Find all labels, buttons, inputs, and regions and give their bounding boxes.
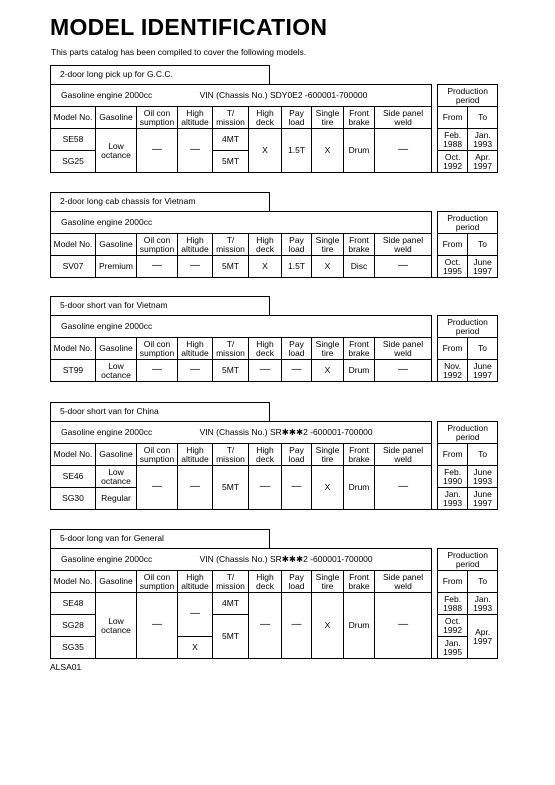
production-from: Jan. 1993 [438, 488, 468, 510]
model-no: SG30 [51, 488, 96, 510]
to-header: To [468, 444, 498, 466]
production-from: Oct. 1992 [438, 151, 468, 173]
high-deck-value: — [249, 593, 282, 659]
gasoline-header: Gasoline [96, 234, 137, 256]
payload-value: 1.5T [282, 129, 312, 173]
high-altitude-header: High altitude [178, 107, 213, 129]
from-header: From [438, 234, 468, 256]
to-header: To [468, 571, 498, 593]
high-altitude-value: — [178, 466, 213, 510]
high-deck-header: High deck [249, 338, 282, 360]
high-altitude-header: High altitude [178, 338, 213, 360]
production-period-header: Production period [438, 316, 498, 338]
model-table [50, 315, 498, 382]
section-title: 5-door long van for General [50, 529, 270, 548]
oil-consumption-value: — [137, 466, 178, 510]
production-to: June 1997 [468, 256, 498, 278]
section-title: 2-door long cab chassis for Vietnam [50, 192, 270, 211]
transmission-header: T/ mission [213, 444, 249, 466]
front-brake-value: Drum [344, 466, 375, 510]
single-tire-value: X [312, 360, 344, 382]
front-brake-value: Disc [344, 256, 375, 278]
high-altitude-header: High altitude [178, 571, 213, 593]
oil-consumption-value: — [137, 129, 178, 173]
high-altitude-value: — [178, 129, 213, 173]
single-tire-value: X [312, 129, 344, 173]
intro-text: This parts catalog has been compiled to cover the following models. [51, 47, 307, 57]
production-period-header: Production period [438, 85, 498, 107]
production-to: June 1997 [468, 488, 498, 510]
transmission-header: T/ mission [213, 234, 249, 256]
transmission-value: 4MT [213, 593, 249, 615]
production-to: June 1997 [468, 360, 498, 382]
side-panel-weld-header: Side panel weld [375, 234, 432, 256]
high-altitude-value: X [178, 637, 213, 659]
engine-label: Gasoline engine 2000cc [61, 427, 153, 438]
model-no: SV07 [51, 256, 96, 278]
section-general-long-van [50, 529, 497, 659]
model-no-header: Model No. [51, 571, 96, 593]
to-header: To [468, 338, 498, 360]
production-from: Feb. 1990 [438, 466, 468, 488]
single-tire-header: Single tire [312, 444, 344, 466]
gasoline-value: Low octance [96, 593, 137, 659]
section-vietnam-cab-chassis [50, 192, 497, 278]
front-brake-header: Front brake [344, 107, 375, 129]
engine-label: Gasoline engine 2000cc [61, 90, 153, 101]
model-no: SE46 [51, 466, 96, 488]
high-altitude-header: High altitude [178, 444, 213, 466]
payload-value: — [282, 360, 312, 382]
production-from: Nov. 1992 [438, 360, 468, 382]
side-panel-weld-value: — [375, 360, 432, 382]
high-altitude-value: — [178, 360, 213, 382]
production-from: Oct. 1992 [438, 615, 468, 637]
to-header: To [468, 107, 498, 129]
payload-header: Pay load [282, 338, 312, 360]
page-title: MODEL IDENTIFICATION [50, 14, 328, 40]
production-period-header: Production period [438, 212, 498, 234]
high-altitude-header: High altitude [178, 234, 213, 256]
front-brake-header: Front brake [344, 571, 375, 593]
from-header: From [438, 338, 468, 360]
high-deck-header: High deck [249, 107, 282, 129]
single-tire-header: Single tire [312, 338, 344, 360]
section-gcc-pickup [50, 65, 497, 173]
payload-header: Pay load [282, 444, 312, 466]
production-from: Jan. 1995 [438, 637, 468, 659]
single-tire-value: X [312, 256, 344, 278]
front-brake-header: Front brake [344, 234, 375, 256]
vin-label: VIN (Chassis No.) SR✱✱✱2 -600001-700000 [199, 427, 373, 438]
to-header: To [468, 234, 498, 256]
oil-consumption-header: Oil con sumption [137, 571, 178, 593]
gasoline-value: Premium [96, 256, 137, 278]
transmission-value: 5MT [213, 615, 249, 659]
gasoline-value: Low octance [96, 129, 137, 173]
footer-code: ALSA01 [50, 662, 82, 672]
oil-consumption-header: Oil con sumption [137, 107, 178, 129]
gasoline-value: Regular [96, 488, 137, 510]
high-altitude-value: — [178, 593, 213, 637]
payload-value: — [282, 593, 312, 659]
transmission-value: 4MT [213, 129, 249, 151]
high-deck-value: — [249, 466, 282, 510]
side-panel-weld-header: Side panel weld [375, 338, 432, 360]
model-table [50, 421, 498, 510]
side-panel-weld-value: — [375, 466, 432, 510]
production-from: Feb. 1988 [438, 129, 468, 151]
gasoline-header: Gasoline [96, 338, 137, 360]
production-to: Jan. 1993 [468, 593, 498, 615]
single-tire-header: Single tire [312, 234, 344, 256]
model-no: ST99 [51, 360, 96, 382]
side-panel-weld-header: Side panel weld [375, 444, 432, 466]
high-deck-value: — [249, 360, 282, 382]
model-no: SG28 [51, 615, 96, 637]
single-tire-header: Single tire [312, 107, 344, 129]
single-tire-header: Single tire [312, 571, 344, 593]
engine-vin-row [51, 549, 432, 571]
section-title: 2-door long pick up for G.C.C. [50, 65, 270, 84]
side-panel-weld-value: — [375, 593, 432, 659]
production-to: Apr. 1997 [468, 151, 498, 173]
model-no-header: Model No. [51, 107, 96, 129]
engine-label: Gasoline engine 2000cc [61, 217, 153, 228]
production-to: June 1993 [468, 466, 498, 488]
payload-header: Pay load [282, 571, 312, 593]
production-from: Oct. 1995 [438, 256, 468, 278]
from-header: From [438, 107, 468, 129]
engine-label: Gasoline engine 2000cc [61, 554, 153, 565]
side-panel-weld-header: Side panel weld [375, 571, 432, 593]
payload-header: Pay load [282, 107, 312, 129]
front-brake-value: Drum [344, 593, 375, 659]
model-no: SE58 [51, 129, 96, 151]
production-period-header: Production period [438, 549, 498, 571]
model-no-header: Model No. [51, 234, 96, 256]
high-deck-header: High deck [249, 444, 282, 466]
gasoline-header: Gasoline [96, 444, 137, 466]
transmission-value: 5MT [213, 256, 249, 278]
front-brake-value: Drum [344, 129, 375, 173]
transmission-header: T/ mission [213, 571, 249, 593]
section-vietnam-short-van [50, 296, 497, 382]
engine-vin-row [51, 85, 432, 107]
model-no-header: Model No. [51, 338, 96, 360]
single-tire-value: X [312, 593, 344, 659]
production-to: Apr. 1997 [468, 615, 498, 659]
engine-label: Gasoline engine 2000cc [61, 321, 153, 332]
front-brake-value: Drum [344, 360, 375, 382]
high-deck-value: X [249, 129, 282, 173]
production-period-header: Production period [438, 422, 498, 444]
engine-vin-row [51, 422, 432, 444]
transmission-header: T/ mission [213, 338, 249, 360]
from-header: From [438, 444, 468, 466]
transmission-value: 5MT [213, 466, 249, 510]
section-title: 5-door short van for China [50, 402, 270, 421]
engine-row [51, 212, 432, 234]
production-to: Jan. 1993 [468, 129, 498, 151]
production-from: Feb. 1988 [438, 593, 468, 615]
section-title: 5-door short van for Vietnam [50, 296, 270, 315]
gasoline-header: Gasoline [96, 571, 137, 593]
model-table [50, 84, 498, 173]
oil-consumption-value: — [137, 256, 178, 278]
high-deck-header: High deck [249, 571, 282, 593]
single-tire-value: X [312, 466, 344, 510]
side-panel-weld-value: — [375, 129, 432, 173]
transmission-value: 5MT [213, 151, 249, 173]
payload-header: Pay load [282, 234, 312, 256]
front-brake-header: Front brake [344, 444, 375, 466]
oil-consumption-value: — [137, 593, 178, 659]
oil-consumption-header: Oil con sumption [137, 234, 178, 256]
side-panel-weld-header: Side panel weld [375, 107, 432, 129]
model-table [50, 211, 498, 278]
from-header: From [438, 571, 468, 593]
front-brake-header: Front brake [344, 338, 375, 360]
transmission-header: T/ mission [213, 107, 249, 129]
transmission-value: 5MT [213, 360, 249, 382]
gasoline-value: Low octance [96, 466, 137, 488]
payload-value: — [282, 466, 312, 510]
oil-consumption-header: Oil con sumption [137, 338, 178, 360]
model-no: SE48 [51, 593, 96, 615]
high-deck-header: High deck [249, 234, 282, 256]
high-deck-value: X [249, 256, 282, 278]
engine-row [51, 316, 432, 338]
side-panel-weld-value: — [375, 256, 432, 278]
payload-value: 1.5T [282, 256, 312, 278]
vin-label: VIN (Chassis No.) SR✱✱✱2 -600001-700000 [199, 554, 373, 565]
model-no: SG35 [51, 637, 96, 659]
oil-consumption-value: — [137, 360, 178, 382]
model-table [50, 548, 498, 659]
high-altitude-value: — [178, 256, 213, 278]
gasoline-header: Gasoline [96, 107, 137, 129]
vin-label: VIN (Chassis No.) SDY0E2 -600001-700000 [199, 90, 368, 101]
model-no-header: Model No. [51, 444, 96, 466]
oil-consumption-header: Oil con sumption [137, 444, 178, 466]
gasoline-value: Low octance [96, 360, 137, 382]
model-no: SG25 [51, 151, 96, 173]
section-china-short-van [50, 402, 497, 510]
